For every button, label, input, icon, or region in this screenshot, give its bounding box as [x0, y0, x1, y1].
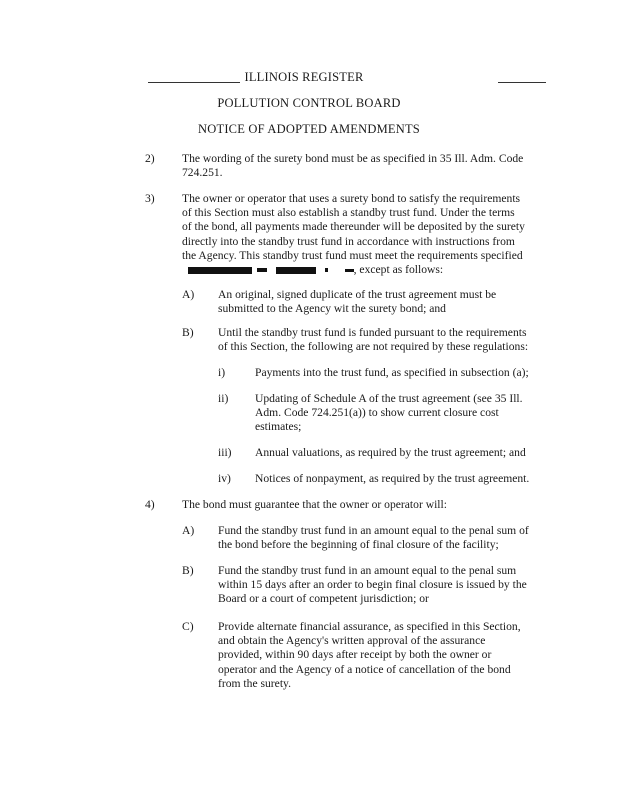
redaction-mark — [276, 267, 316, 274]
item-3b-iv-text: Notices of nonpayment, as required by the trust agreement. — [255, 472, 530, 485]
item-3a-text: An original, signed duplicate of the trust agreement must be submitted to the Agency wit the surety bond; and — [218, 288, 497, 316]
item-3-number: 3) — [145, 192, 155, 205]
item-4c-text: Provide alternate financial assurance, as specified in this Section, and obtain the Agency's written approval of the assurance provided, within 90 days after receipt by both the owner or operator and the Agency of a notice of cancellation of the bond from the surety. — [218, 620, 521, 690]
item-3b-iii-text: Annual valuations, as required by the trust agreement; and — [255, 446, 526, 459]
item-3b-ii-text: Updating of Schedule A of the trust agreement (see 35 Ill. Adm. Code 724.251(a)) to show current closure cost estimates; — [255, 392, 523, 434]
item-4b-number: B) — [182, 564, 194, 577]
item-4a-text: Fund the standby trust fund in an amount equal to the penal sum of the bond before the beginning of final closure of the facility; — [218, 524, 529, 552]
item-4-number: 4) — [145, 498, 155, 511]
redaction-mark — [257, 268, 267, 272]
board-title: POLLUTION CONTROL BOARD — [217, 96, 401, 110]
item-3b-i-text: Payments into the trust fund, as specified in subsection (a); — [255, 366, 529, 379]
item-3b-iv-number: iv) — [218, 472, 231, 485]
notice-title: NOTICE OF ADOPTED AMENDMENTS — [198, 122, 420, 136]
item-4c-number: C) — [182, 620, 194, 633]
item-4a-number: A) — [182, 524, 195, 537]
item-2-text: The wording of the surety bond must be as specified in 35 Ill. Adm. Code 724.251. — [182, 152, 524, 180]
redaction-mark — [325, 268, 328, 272]
item-3b-i-number: i) — [218, 366, 226, 379]
item-2-number: 2) — [145, 152, 155, 165]
item-3-redacted-line: , except as follows: — [182, 263, 525, 277]
redaction-mark — [188, 267, 252, 274]
item-3-text: The owner or operator that uses a surety bond to satisfy the requirements of this Section must also establish a standby trust fund. Under the terms of the bond, all payments made thereunder will be deposited by the surety directly into the standby trust fund in accordance with instructions from the Agency. This standby trust fund must meet the requirements specified , except as follows: — [182, 192, 525, 277]
item-3b-text: Until the standby trust fund is funded pursuant to the requirements of this Section, the following are not required by these regulations: — [218, 326, 529, 354]
register-title: ILLINOIS REGISTER — [244, 70, 364, 84]
item-4b-text: Fund the standby trust fund in an amount equal to the penal sum within 15 days after an order to begin final closure is issued by the Board or a court of competent jurisdiction; or — [218, 564, 527, 606]
item-3a-number: A) — [182, 288, 195, 301]
item-3b-iii-number: iii) — [218, 446, 232, 459]
item-3b-number: B) — [182, 326, 194, 339]
item-4-text: The bond must guarantee that the owner or operator will: — [182, 498, 447, 511]
item-3b-ii-number: ii) — [218, 392, 229, 405]
redaction-mark — [345, 269, 354, 272]
